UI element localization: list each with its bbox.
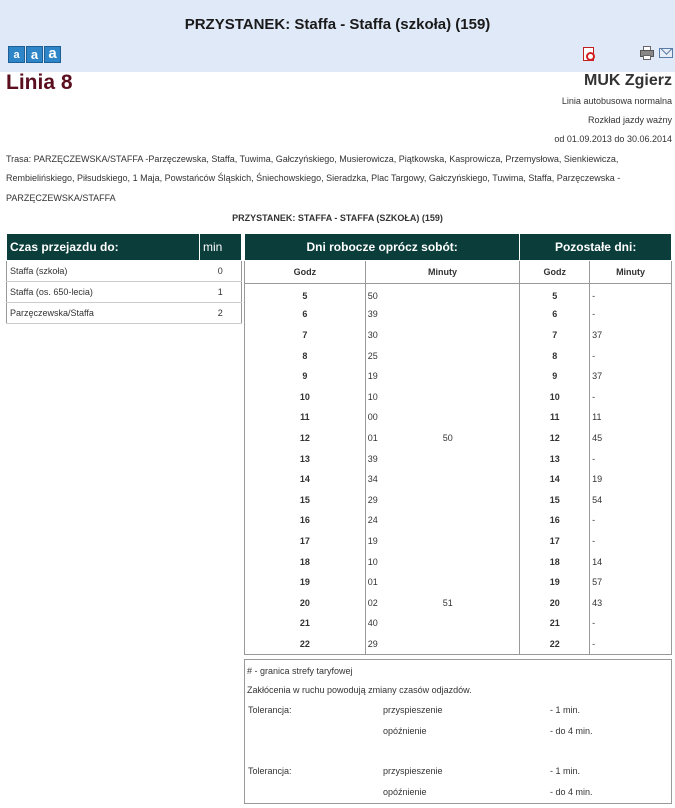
- weekday-minutes-cell: [365, 613, 520, 634]
- other-hour: 18: [520, 551, 590, 572]
- valid-period: od 01.09.2013 do 30.06.2014: [554, 134, 672, 144]
- other-minutes: -: [590, 345, 672, 366]
- timetable-row: [245, 325, 672, 346]
- line-type: Linia autobusowa normalna: [561, 96, 672, 106]
- weekday-hour: 21: [245, 613, 366, 634]
- print-icon[interactable]: [640, 46, 654, 60]
- weekday-hour: 11: [245, 407, 366, 428]
- weekday-minutes-cell: [365, 489, 520, 510]
- weekday-minutes-cell: [365, 510, 520, 531]
- pdf-icon[interactable]: [583, 47, 594, 61]
- weekday-minute: 02: [367, 597, 378, 608]
- tolerance-label: Tolerancja:: [248, 766, 292, 776]
- weekdays-minutes-header: Minuty: [365, 261, 520, 284]
- travel-stop: Parzęczewska/Staffa: [7, 303, 200, 324]
- weekday-minute-extra: 51: [442, 597, 453, 608]
- timetable-row: [245, 531, 672, 552]
- notes-box: [244, 659, 672, 804]
- timetable-row: [245, 592, 672, 613]
- disruption-note: Zakłócenia w ruchu powodują zmiany czasów odjazdów.: [247, 685, 472, 695]
- weekday-hour: 17: [245, 531, 366, 552]
- line-title: Linia 8: [6, 71, 73, 94]
- timetable: [244, 233, 672, 655]
- travel-stop: Staffa (os. 650-lecia): [7, 282, 200, 303]
- weekday-hour: 14: [245, 469, 366, 490]
- other-hour: 19: [520, 572, 590, 593]
- weekday-minutes-cell: [365, 469, 520, 490]
- weekday-hour: 6: [245, 304, 366, 325]
- other-hour: 12: [520, 428, 590, 449]
- other-minutes: 43: [590, 592, 672, 613]
- tolerance-late-label: opóźnienie: [383, 787, 427, 797]
- other-hour: 17: [520, 531, 590, 552]
- travel-time-table: [6, 233, 242, 324]
- weekday-hour: 16: [245, 510, 366, 531]
- other-minutes: -: [590, 613, 672, 634]
- other-minutes: 37: [590, 325, 672, 346]
- page-title: PRZYSTANEK: Staffa - Staffa (szkoła) (159): [184, 16, 491, 33]
- weekday-minute: 25: [367, 350, 378, 361]
- weekday-minutes-cell: [365, 366, 520, 387]
- timetable-row: [245, 386, 672, 407]
- other-hour: 22: [520, 634, 590, 655]
- weekday-minute: 10: [367, 556, 378, 567]
- other-hour: 21: [520, 613, 590, 634]
- other-hour: 13: [520, 448, 590, 469]
- timetable-row: [245, 613, 672, 634]
- weekday-minute: 39: [367, 453, 378, 464]
- tolerance-label: Tolerancja:: [248, 705, 292, 715]
- weekday-hour: 10: [245, 386, 366, 407]
- weekday-hour: 19: [245, 572, 366, 593]
- weekday-hour: 15: [245, 489, 366, 510]
- other-hour: 16: [520, 510, 590, 531]
- weekday-minute: 00: [367, 412, 378, 423]
- other-hour: 9: [520, 366, 590, 387]
- other-hour: 11: [520, 407, 590, 428]
- other-minutes: 14: [590, 551, 672, 572]
- table-row: [7, 261, 242, 282]
- other-hour: 10: [520, 386, 590, 407]
- other-hour: 20: [520, 592, 590, 613]
- other-minutes: 45: [590, 428, 672, 449]
- other-hour: 8: [520, 345, 590, 366]
- other-hour: 14: [520, 469, 590, 490]
- other-minutes: -: [590, 304, 672, 325]
- tolerance-late-value: - do 4 min.: [550, 726, 593, 736]
- timetable-row: [245, 428, 672, 449]
- weekday-minutes-cell: [365, 284, 520, 305]
- other-minutes: 37: [590, 366, 672, 387]
- other-minutes: 57: [590, 572, 672, 593]
- timetable-row: [245, 448, 672, 469]
- timetable-row: [245, 366, 672, 387]
- weekday-minutes-cell: [365, 634, 520, 655]
- tolerance-early-value: - 1 min.: [550, 705, 581, 715]
- weekday-minute: 29: [367, 494, 378, 505]
- weekday-minutes-cell: [365, 428, 520, 449]
- other-hour: 6: [520, 304, 590, 325]
- other-hour: 5: [520, 284, 590, 305]
- font-size-small-button[interactable]: a: [8, 46, 25, 63]
- timetable-row: [245, 634, 672, 655]
- weekdays-hour-header: Godz: [245, 261, 366, 284]
- weekday-minutes-cell: [365, 304, 520, 325]
- weekday-hour: 13: [245, 448, 366, 469]
- timetable-row: [245, 572, 672, 593]
- stop-subtitle: PRZYSTANEK: STAFFA - STAFFA (SZKOŁA) (159): [232, 213, 443, 223]
- other-minutes: -: [590, 634, 672, 655]
- route-description: Trasa: PARZĘCZEWSKA/STAFFA -Parzęczewska, Staffa, Tuwima, Gałczyńskiego, Musierowicza, Piątkowska, Kasprowicza, Przemysłowa, Sienkiewicza, Rembielińskiego, Piłsudskiego, 1 Maja, Powstańców Śląskich, Śniechowskiego, Sieradzka, Plac Targowy, Gałczyńskiego, Tuwima, Staffa, Parzęczewska - PARZĘCZEWSKA/STAFFA: [6, 154, 621, 203]
- timetable-row: [245, 551, 672, 572]
- weekday-minute: 39: [367, 309, 378, 320]
- timetable-row: [245, 489, 672, 510]
- timetable-row: [245, 345, 672, 366]
- weekday-minute: 24: [367, 515, 378, 526]
- weekdays-header: Dni robocze oprócz sobót:: [245, 234, 520, 261]
- weekday-hour: 22: [245, 634, 366, 655]
- header-bar: [0, 0, 675, 72]
- travel-min: 0: [200, 261, 242, 282]
- travel-min-header: min: [200, 234, 242, 261]
- weekday-minutes-cell: [365, 386, 520, 407]
- travel-min: 1: [200, 282, 242, 303]
- timetable-row: [245, 284, 672, 305]
- other-hour-header: Godz: [520, 261, 590, 284]
- weekday-hour: 20: [245, 592, 366, 613]
- weekday-hour: 9: [245, 366, 366, 387]
- weekday-minute: 01: [367, 577, 378, 588]
- timetable-row: [245, 304, 672, 325]
- table-row: [7, 303, 242, 324]
- schedule-status: Rozkład jazdy ważny: [587, 115, 672, 125]
- weekday-minutes-cell: [365, 531, 520, 552]
- other-hour: 7: [520, 325, 590, 346]
- other-minutes: -: [590, 386, 672, 407]
- font-size-large-button[interactable]: a: [44, 46, 61, 63]
- operator-name: MUK Zgierz: [584, 72, 672, 89]
- weekday-minute: 29: [367, 638, 378, 649]
- tolerance-early-value: - 1 min.: [550, 766, 581, 776]
- weekday-minute: 40: [367, 618, 378, 629]
- tolerance-late-label: opóźnienie: [383, 726, 427, 736]
- other-hour: 15: [520, 489, 590, 510]
- weekday-minutes-cell: [365, 407, 520, 428]
- weekday-minute: 34: [367, 474, 378, 485]
- weekday-hour: 7: [245, 325, 366, 346]
- mail-icon[interactable]: [659, 48, 673, 58]
- weekday-minute: 10: [367, 391, 378, 402]
- weekday-minute: 19: [367, 535, 378, 546]
- other-minutes: -: [590, 284, 672, 305]
- zone-note: # - granica strefy taryfowej: [247, 666, 353, 676]
- weekday-minute: 50: [367, 291, 378, 302]
- travel-dest-header: Czas przejazdu do:: [7, 234, 200, 261]
- tolerance-late-value: - do 4 min.: [550, 787, 593, 797]
- weekday-minutes-cell: [365, 325, 520, 346]
- weekday-hour: 8: [245, 345, 366, 366]
- travel-min: 2: [200, 303, 242, 324]
- weekday-minute-extra: 50: [442, 432, 453, 443]
- weekday-hour: 18: [245, 551, 366, 572]
- timetable-row: [245, 469, 672, 490]
- other-minutes: -: [590, 531, 672, 552]
- timetable-row: [245, 510, 672, 531]
- other-minutes-header: Minuty: [590, 261, 672, 284]
- weekday-minutes-cell: [365, 592, 520, 613]
- font-size-controls: [8, 46, 61, 63]
- table-row: [7, 282, 242, 303]
- weekday-minute: 30: [367, 329, 378, 340]
- weekday-hour: 5: [245, 284, 366, 305]
- weekday-minutes-cell: [365, 448, 520, 469]
- timetable-row: [245, 407, 672, 428]
- other-minutes: 19: [590, 469, 672, 490]
- weekday-minutes-cell: [365, 572, 520, 593]
- other-days-header: Pozostałe dni:: [520, 234, 672, 261]
- other-minutes: -: [590, 510, 672, 531]
- weekday-hour: 12: [245, 428, 366, 449]
- weekday-minutes-cell: [365, 551, 520, 572]
- font-size-medium-button[interactable]: a: [26, 46, 43, 63]
- weekday-minutes-cell: [365, 345, 520, 366]
- other-minutes: -: [590, 448, 672, 469]
- weekday-minute: 01: [367, 432, 378, 443]
- other-minutes: 54: [590, 489, 672, 510]
- weekday-minute: 19: [367, 371, 378, 382]
- tolerance-early-label: przyspieszenie: [383, 766, 443, 776]
- travel-stop: Staffa (szkoła): [7, 261, 200, 282]
- tolerance-early-label: przyspieszenie: [383, 705, 443, 715]
- other-minutes: 11: [590, 407, 672, 428]
